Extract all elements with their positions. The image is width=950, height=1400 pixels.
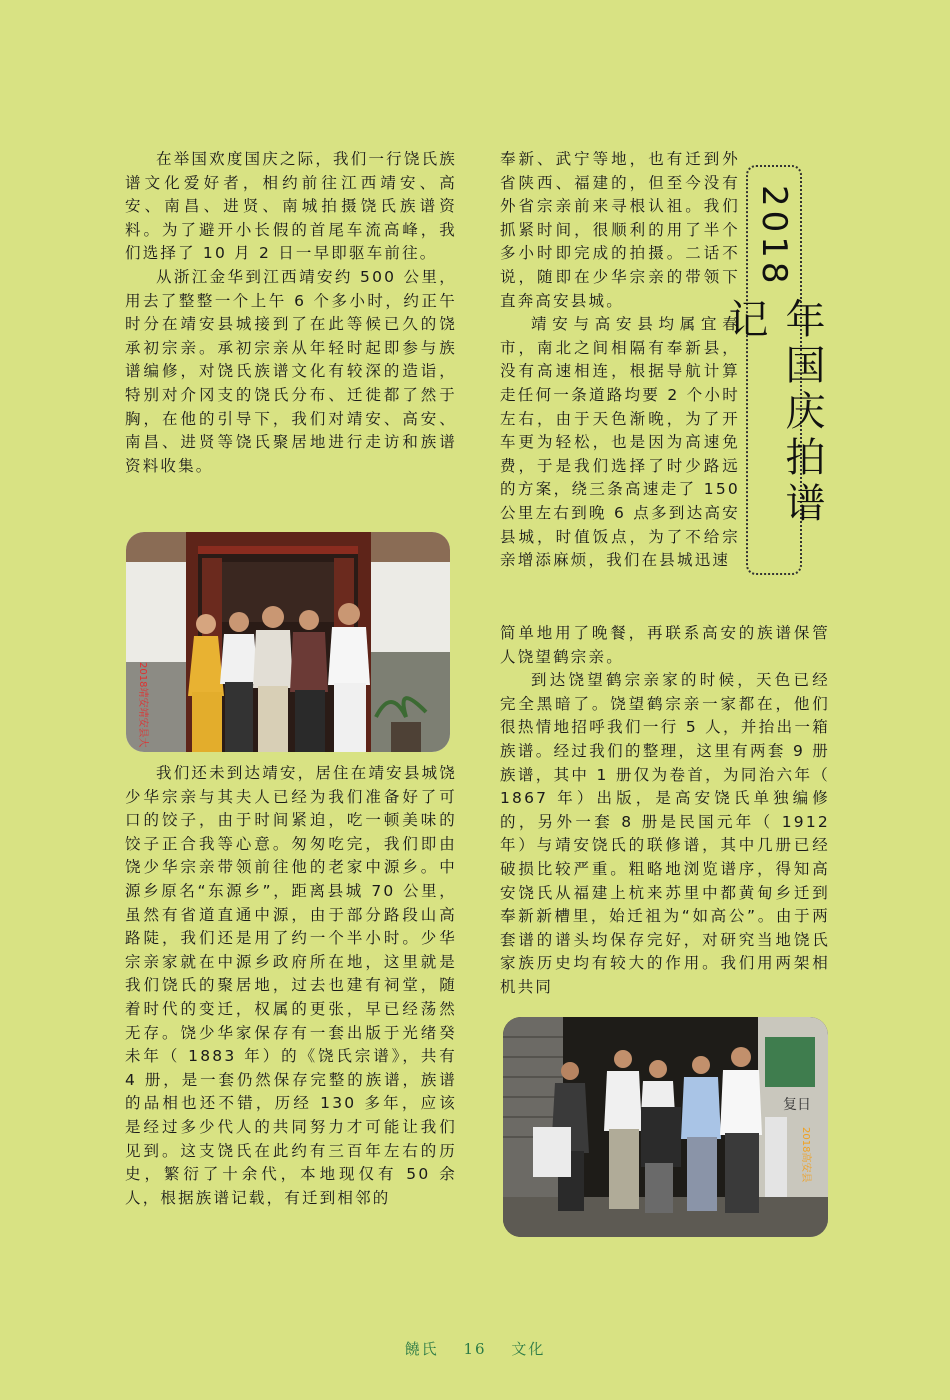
paragraph: 靖安与高安县均属宜春市，南北之间相隔有奉新县，没有高速相连，根据导航计算走任何一条道路均要 2 个小时左右，由于天色渐晚，为了开车更为轻松，也是因为高速免费，于是我们选择了时少路远的方案，绕三条高速走了 150 公里左右到晚 6 点多到达高安县城，时值饭点，为了不给宗亲增添麻烦，我们在县城迅速 [500,315,740,570]
article-title-year: 2018 [754,185,794,288]
paragraph: 在举国欢度国庆之际，我们一行饶氏族谱文化爱好者，相约前往江西靖安、高安、南昌、进贤、南城拍摄饶氏族谱资料。为了避开小长假的首尾车流高峰，我们选择了 10 月 2 日一早即驱车前往。 [125,150,457,263]
article-column-right-mid [500,622,830,1000]
paragraph: 到达饶望鹤宗亲家的时候，天色已经完全黑暗了。饶望鹤宗亲一家都在，他们很热情地招呼我们一行 5 人，并抬出一箱族谱。经过我们的整理，这里有两套 9 册族谱，其中 1 册仅为卷首，为同治六年（ 1867 年）出版，是高安饶氏单独编修的，另外一套 8 册是民国元年（ 1912 年）与靖安饶氏的联修谱，其中几册已经破损比较严重。粗略地浏览谱序，得知高安饶氏从福建上杭来苏里中都黄甸乡迁到奉新新槽里，始迁祖为“如高公”。由于两套谱的谱头均保存完好，对研究当地饶氏家族历史均有较大的作用。我们用两架相机共同 [500,671,830,996]
article-column-left-top [125,148,457,478]
photo-date-stamp: 2018靖安靖安县大 [137,662,148,748]
footer-magazine-name: 饒氏 [404,1340,439,1358]
article-column-left-bottom [125,762,457,1210]
paragraph: 简单地用了晚餐，再联系高安的族谱保管人饶望鹤宗亲。 [500,624,830,666]
article-title: 年国庆拍谱记 [722,297,825,528]
article-title-box [722,165,825,575]
photo-date-stamp: 2018高安县 [800,1127,811,1183]
page-footer [0,1338,950,1359]
paragraph: 奉新、武宁等地，也有迁到外省陕西、福建的，但至今没有外省宗亲前来寻根认祖。我们抓紧时间，很顺利的用了半个多小时即完成的拍摄。二话不说，随即在少华宗亲的带领下直奔高安县城。 [500,150,740,310]
page-number: 16 [463,1340,487,1358]
paragraph: 我们还未到达靖安，居住在靖安县城饶少华宗亲与其夫人已经为我们准备好了可口的饺子，由于时间紧迫，吃一顿美味的饺子正合我等心意。匆匆吃完，我们即由饶少华宗亲带领前往他的老家中源乡。中源乡原名“东源乡”，距离县城 70 公里，虽然有省道直通中源，由于部分路段山高路陡，我们还是用了约一个半小时。少华宗亲家就在中源乡政府所在地，这里就是我们饶氏的聚居地，过去也建有祠堂，随着时代的变迁，权属的更张，早已经荡然无存。饶少华家保存有一套出版于光绪癸未年（ 1883 年）的《饶氏宗谱》，共有 4 册，是一套仍然保存完整的族谱，族谱的品相也还不错，历经 130 多年，应该是经过多少代人的共同努力才可能让我们见到。这支饶氏在此约有三百年左右的历史，繁衍了十余代，本地现仅有 50 余人，根据族谱记载，有迁到相邻的 [125,764,457,1207]
paragraph: 从浙江金华到江西靖安约 500 公里，用去了整整一个上午 6 个多小时，约正午时分在靖安县城接到了在此等候已久的饶承初宗亲。承初宗亲从年轻时起即参与族谱编修，对饶氏族谱文化有较深的造诣，特别对介冈支的饶氏分布、迁徙都了然于胸，在他的引导下，我们对靖安、高安、南昌、进贤等饶氏聚居地进行走访和族谱资料收集。 [125,267,457,475]
group-photo-courtyard [126,532,450,752]
wall-sign-text: 复日 [783,1097,811,1113]
group-photo-night [503,1017,828,1237]
article-column-right-top [500,148,740,573]
footer-section-name: 文化 [511,1340,546,1358]
